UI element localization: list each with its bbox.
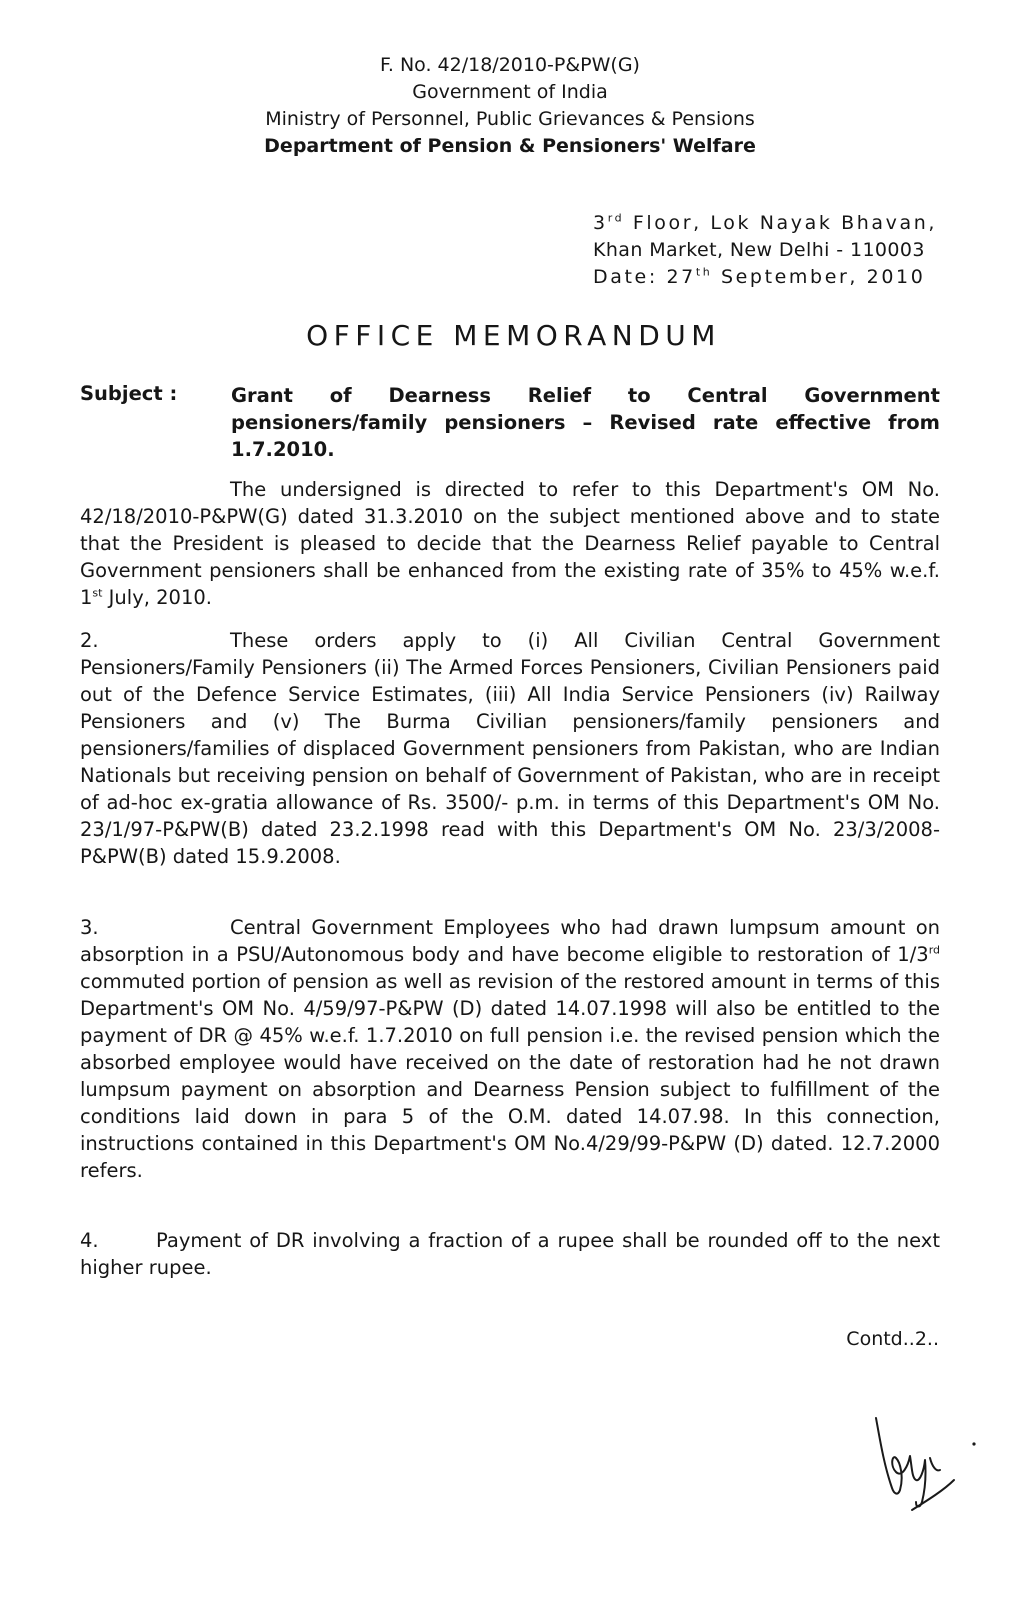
floor-superscript: rd <box>607 211 625 225</box>
letter-header <box>80 52 940 160</box>
date-label: Date: 27 <box>593 266 696 288</box>
department-line: Department of Pension & Pensioners' Welfare <box>264 135 756 157</box>
paragraph-4 <box>80 1227 940 1281</box>
paragraph-2-text: These orders apply to (i) All Civilian Central Government Pensioners/Family Pensioners (ii) The Armed Forces Pensioners, Civilian Pensioners paid out of the Defence Service Estimates, (iii) All India Service Pensioners (iv) Railway Pensioners and (v) The Burma Civilian pensioners/family pensioners and pensioners/families of displaced Government pensioners from Pakistan, who are Indian Nationals but receiving pension on behalf of Government of Pakistan, who are in receipt of ad-hoc ex-gratia allowance of Rs. 3500/- p.m. in terms of this Department's OM No. 23/1/97-P&PW(B) dated 23.2.1998 read with this Department's OM No. 23/3/2008-P&PW(B) dated 15.9.2008. <box>80 629 940 868</box>
file-number: F. No. 42/18/2010-P&PW(G) <box>380 54 640 76</box>
paragraph-4-text: Payment of DR involving a fraction of a rupee shall be rounded off to the next higher rupee. <box>80 1229 940 1279</box>
address-line-2: Khan Market, New Delhi - 110003 <box>593 239 925 261</box>
paragraph-1-text: The undersigned is directed to refer to this Department's OM No. 42/18/2010-P&PW(G) dated 31.3.2010 on the subject mentioned above and to state that the President is pleased to decide that the Dearness Relief payable to Central Government pensioners shall be enhanced from the existing rate of 35% to 45% w.e.f. 1 <box>80 478 940 609</box>
paragraph-3-number: 3. <box>80 916 99 939</box>
subject-text: Grant of Dearness Relief to Central Government pensioners/family pensioners – Revised rate effective from 1.7.2010. <box>231 384 940 461</box>
continuation-marker: Contd..2.. <box>846 1328 939 1350</box>
page-title: OFFICE MEMORANDUM <box>306 319 721 352</box>
subject-label: Subject : <box>80 382 178 405</box>
date-rest: September, 2010 <box>720 266 926 288</box>
paragraph-1 <box>80 476 940 611</box>
paragraph-4-number: 4. <box>80 1229 99 1252</box>
paragraph-3 <box>80 914 940 1184</box>
address-line-1: 3rd Floor, Lok Nayak Bhavan, <box>593 211 937 234</box>
signature-image <box>870 1410 990 1520</box>
paragraph-3-text: Central Government Employees who had drawn lumpsum amount on absorption in a PSU/Autonomous body and have become eligible to restoration of 1/3 <box>80 916 940 966</box>
paragraph-2 <box>80 627 940 870</box>
ministry-line: Ministry of Personnel, Public Grievances & Pensions <box>265 108 755 130</box>
paragraph-1-end: July, 2010. <box>108 586 212 609</box>
paragraph-3-superscript: rd <box>928 943 940 957</box>
paragraph-3-text-end: commuted portion of pension as well as revision of the restored amount in terms of this Department's OM No. 4/59/97-P&PW (D) dated 14.07.1998 will also be entitled to the payment of DR @ 45% w.e.f. 1.7.2010 on full pension i.e. the revised pension which the absorbed employee would have received on the date of restoration had he not drawn lumpsum payment on absorption and Dearness Pension subject to fulfillment of the conditions laid down in para 5 of the O.M. dated 14.07.98. In this connection, instructions contained in this Department's OM No.4/29/99-P&PW (D) dated. 12.7.2000 refers. <box>80 970 940 1182</box>
date-superscript: th <box>695 265 713 279</box>
address-line-1-text: Floor, Lok Nayak Bhavan, <box>632 212 937 234</box>
paragraph-1-superscript: st <box>92 586 103 600</box>
paragraph-2-number: 2. <box>80 629 99 652</box>
address-block <box>593 210 937 291</box>
date-line <box>593 264 937 291</box>
government-line: Government of India <box>412 81 608 103</box>
